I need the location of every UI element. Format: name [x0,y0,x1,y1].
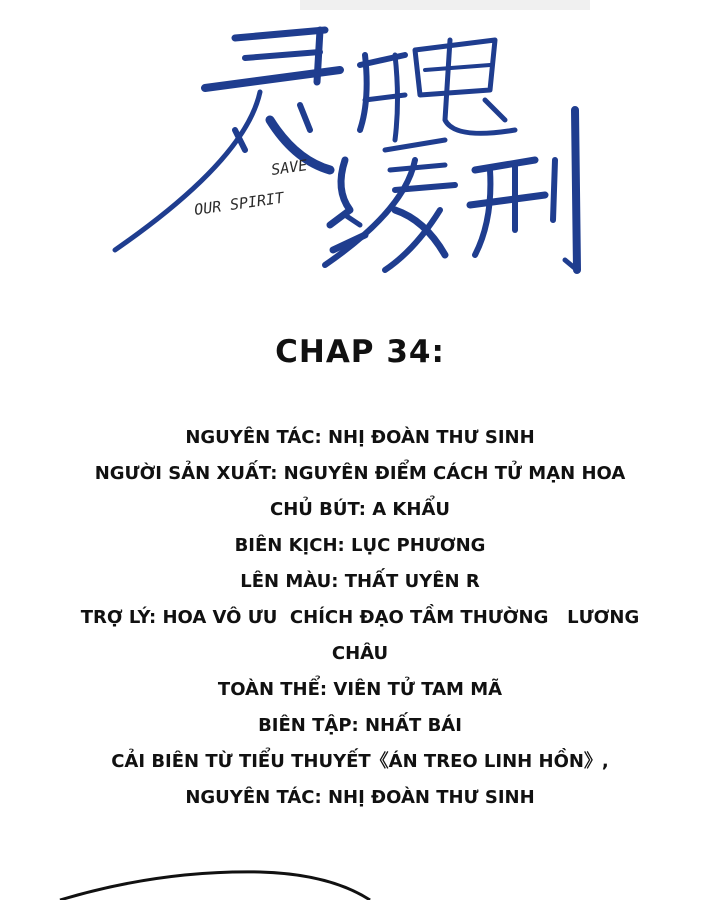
logo-english-title [193,156,308,219]
credit-all-staff: TOÀN THỂ: VIÊN TỬ TAM MÃ [217,679,503,700]
credit-adaptation: CẢI BIÊN TỪ TIỂU THUYẾT《ÁN TREO LINH HỒN》, [111,751,609,772]
calligraphy-strokes [115,30,577,270]
credit-colorist: LÊN MÀU: THẤT UYÊN R [240,571,480,592]
panel-edge-line [60,872,370,900]
credit-original-author: NGUYÊN TÁC: NHỊ ĐOÀN THƯ SINH [185,427,535,448]
title-logo [95,10,615,310]
credit-editor: BIÊN TẬP: NHẤT BÁI [258,715,462,736]
chapter-title: CHAP 34: [275,334,445,370]
credit-assistants-continued: CHÂU [331,643,389,664]
top-edge-strip [300,0,590,10]
credit-lead-artist: CHỦ BÚT: A KHẨU [269,499,450,520]
logo-our-spirit-text: OUR SPIRIT [193,188,285,219]
credit-screenwriter: BIÊN KỊCH: LỤC PHƯƠNG [234,535,486,556]
logo-save-text: SAVE [270,156,309,179]
credit-producer: NGƯỜI SẢN XUẤT: NGUYÊN ĐIỂM CÁCH TỬ MẠN HOA [94,463,626,484]
credits-list [0,420,720,816]
credit-original-author-repeat: NGUYÊN TÁC: NHỊ ĐOÀN THƯ SINH [185,787,535,808]
credit-assistants: TRỢ LÝ: HOA VÔ ƯU CHÍCH ĐẠO TẦM THƯỜNG LƯƠNG [80,607,640,628]
bottom-panel-curve [0,860,720,900]
